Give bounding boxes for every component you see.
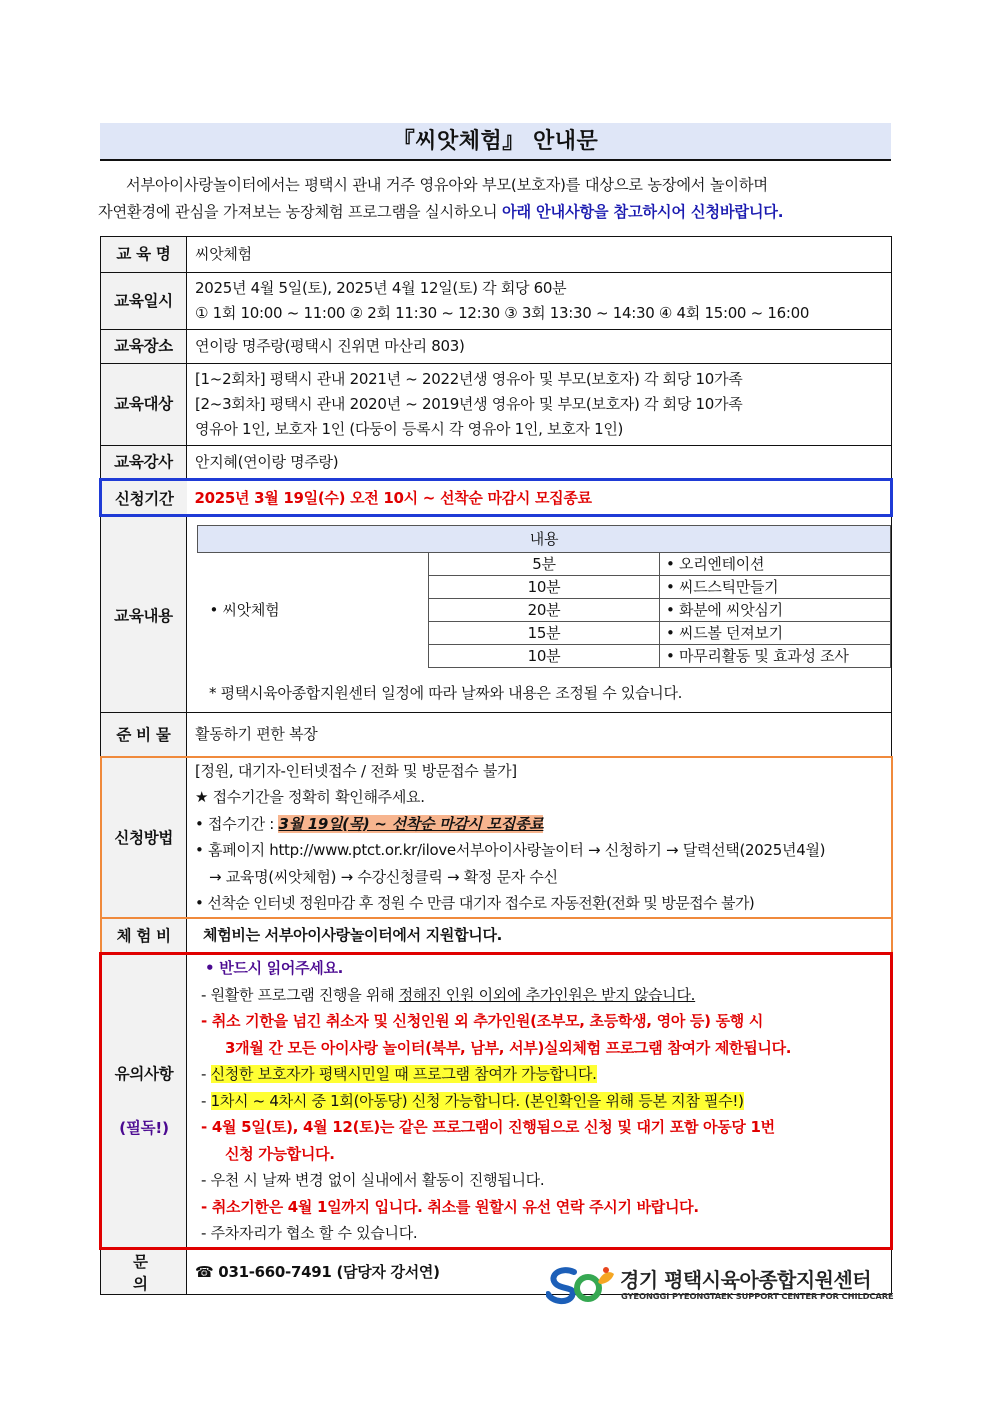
notice-item-7: - 취소기한은 4월 1일까지 입니다. 취소를 원할시 유선 연락 주시기 바랍니다. (201, 1197, 699, 1216)
row-notice (101, 954, 892, 1249)
label-target: 교육대상 (101, 364, 187, 446)
apply-period-label: • 접수기간 : (195, 814, 279, 833)
notice-item-8: - 주차자리가 협소 할 수 있습니다. (201, 1224, 418, 1242)
notice-item-5b: 신청 가능합니다. (225, 1144, 335, 1163)
notice-label: 유의사항 (114, 1064, 174, 1083)
row-name (101, 237, 892, 273)
value-content (187, 516, 892, 713)
label-date: 교육일시 (101, 273, 187, 330)
schedule-program: • 씨앗체험 (198, 553, 429, 668)
label-content: 교육내용 (101, 516, 187, 713)
schedule-row (198, 553, 891, 576)
label-name: 교 육 명 (101, 237, 187, 273)
value-date (187, 273, 892, 330)
org-name-english: GYEONGGI PYEONGTAEK SUPPORT CENTER FOR CHILDCARE (621, 1291, 894, 1301)
schedule-minutes: 10분 (429, 576, 660, 599)
value-apply (187, 757, 892, 918)
schedule-minutes: 5분 (429, 553, 660, 576)
label-lecturer: 교육강사 (101, 446, 187, 480)
row-fee (101, 918, 892, 954)
notice-label-must-read: (필독!) (119, 1118, 169, 1137)
schedule-activity: • 씨드볼 던져보기 (660, 622, 891, 645)
apply-line-1: [정원, 대기자-인터넷접수 / 전화 및 방문접수 불가] (195, 761, 517, 780)
target-line-2: [2~3회차] 평택시 관내 2020년 ~ 2019년생 영유아 및 부모(보호자) 각 회당 10가족 (195, 395, 743, 413)
notice-item-2b: 3개월 간 모든 아이사랑 놀이터(북부, 남부, 서부)실외체험 프로그램 참여가 제한됩니다. (225, 1038, 792, 1057)
label-contact: 문 의 (101, 1248, 187, 1294)
notice-must-read: • 반드시 읽어주세요. (205, 959, 344, 977)
org-name: 경기 평택시육아종합지원센터 (620, 1268, 872, 1292)
row-place (101, 330, 892, 364)
notice-item-4-highlight: 1차시 ~ 4차시 중 1회(아동당) 신청 가능합니다. (본인확인을 위해 등본 지참 필수!) (210, 1091, 744, 1110)
schedule-header: 내용 (198, 526, 891, 553)
row-period (101, 480, 892, 516)
value-contact: ☎ 031-660-7491 (담당자 강서연) (187, 1248, 892, 1294)
notice-item-3-highlight: 신청한 보호자가 평택시민일 때 프로그램 참여가 가능합니다. (210, 1065, 597, 1083)
intro-paragraph (98, 172, 894, 226)
schedule-activity: • 화분에 씨앗심기 (660, 599, 891, 622)
value-lecturer: 안지혜(연이랑 명주랑) (187, 446, 892, 480)
notice-item-1-text: - 원활한 프로그램 진행을 위해 (201, 985, 399, 1004)
notice-item-3 (201, 1061, 884, 1088)
apply-line-3 (195, 811, 885, 838)
row-lecturer (101, 446, 892, 480)
value-target (187, 364, 892, 446)
target-line-1: [1~2회차] 평택시 관내 2021년 ~ 2022년생 영유아 및 부모(보호자) 각 회당 10가족 (195, 370, 743, 388)
schedule-minutes: 10분 (429, 645, 660, 668)
notice-item-2a: - 취소 기한을 넘긴 취소자 및 신청인원 외 추가인원(조부모, 초등학생, 영아 등) 동행 시 (201, 1012, 764, 1030)
value-notice (187, 954, 892, 1249)
schedule-minutes: 20분 (429, 599, 660, 622)
date-line-2: ① 1회 10:00 ~ 11:00 ② 2회 11:30 ~ 12:30 ③ 3회 13:30 ~ 14:30 ④ 4회 15:00 ~ 16:00 (195, 304, 810, 322)
apply-period-highlight: 3월 19일(목) ~ 선착순 마감시 모집종료 (278, 814, 544, 833)
date-line-1: 2025년 4월 5일(토), 2025년 4월 12일(토) 각 회당 60분 (195, 279, 567, 297)
row-content (101, 516, 892, 713)
label-period: 신청기간 (101, 480, 187, 516)
schedule-activity: • 씨드스틱만들기 (660, 576, 891, 599)
apply-line-2: ★ 접수기간을 정확히 확인해주세요. (195, 788, 425, 806)
notice-item-1 (201, 982, 884, 1009)
notice-item-4 (201, 1088, 884, 1115)
notice-item-1-underline: 정해진 인원 이외에 추가인원은 받지 않습니다. (398, 985, 696, 1004)
label-fee: 체 험 비 (101, 918, 187, 954)
value-place: 연이랑 명주랑(평택시 진위면 마산리 803) (187, 330, 892, 364)
value-prep: 활동하기 편한 복장 (187, 713, 892, 757)
apply-line-5: → 교육명(씨앗체험) → 수강신청클릭 → 확정 문자 수신 (209, 867, 558, 886)
label-prep: 준 비 물 (101, 713, 187, 757)
row-apply (101, 757, 892, 918)
content-note: * 평택시육아종합지원센터 일정에 따라 날짜와 내용은 조정될 수 있습니다. (209, 684, 683, 702)
notice-item-4-dash: - (201, 1091, 211, 1110)
intro-line-1: 서부아이사랑놀이터에서는 평택시 관내 거주 영유아와 부모(보호자)를 대상으로 농장에서 놀이하며 (126, 176, 768, 194)
label-notice (101, 954, 187, 1249)
intro-line-2-emphasis: 아래 안내사항을 참고하시어 신청바랍니다. (502, 203, 784, 221)
schedule-activity: • 오리엔테이션 (660, 553, 891, 576)
schedule-minutes: 15분 (429, 622, 660, 645)
target-line-3: 영유아 1인, 보호자 1인 (다둥이 등록시 각 영유아 1인, 보호자 1인) (195, 420, 624, 438)
row-prep (101, 713, 892, 757)
notice-item-5a: - 4월 5일(토), 4월 12(토)는 같은 프로그램이 진행됨으로 신청 및 대기 포함 아동당 1번 (201, 1118, 775, 1136)
row-date (101, 273, 892, 330)
notice-item-3-dash: - (201, 1065, 211, 1083)
label-place: 교육장소 (101, 330, 187, 364)
value-period: 2025년 3월 19일(수) 오전 10시 ~ 선착순 마감시 모집종료 (187, 480, 892, 516)
org-logo (546, 1264, 894, 1304)
label-apply: 신청방법 (101, 757, 187, 918)
row-target (101, 364, 892, 446)
apply-line-4: • 홈페이지 http://www.ptct.or.kr/ilove서부아이사랑놀이터 → 신청하기 → 달력선택(2025년4월) (195, 841, 826, 859)
schedule-activity: • 마무리활동 및 효과성 조사 (660, 645, 891, 668)
notice-item-6: - 우천 시 날짜 변경 없이 실내에서 활동이 진행됩니다. (201, 1171, 545, 1189)
apply-line-6: • 선착순 인터넷 정원마감 후 정원 수 만큼 대기자 접수로 자동전환(전화 및 방문접수 불가) (195, 894, 755, 912)
value-fee: 체험비는 서부아이사랑놀이터에서 지원합니다. (187, 918, 892, 954)
intro-line-2: 자연환경에 관심을 가져보는 농장체험 프로그램을 실시하오니 (98, 203, 503, 221)
childcare-center-logo-icon (546, 1264, 616, 1306)
schedule-table (197, 525, 891, 668)
info-table (99, 236, 893, 1295)
value-name: 씨앗체험 (187, 237, 892, 273)
page-title: 『씨앗체험』 안내문 (100, 123, 891, 161)
